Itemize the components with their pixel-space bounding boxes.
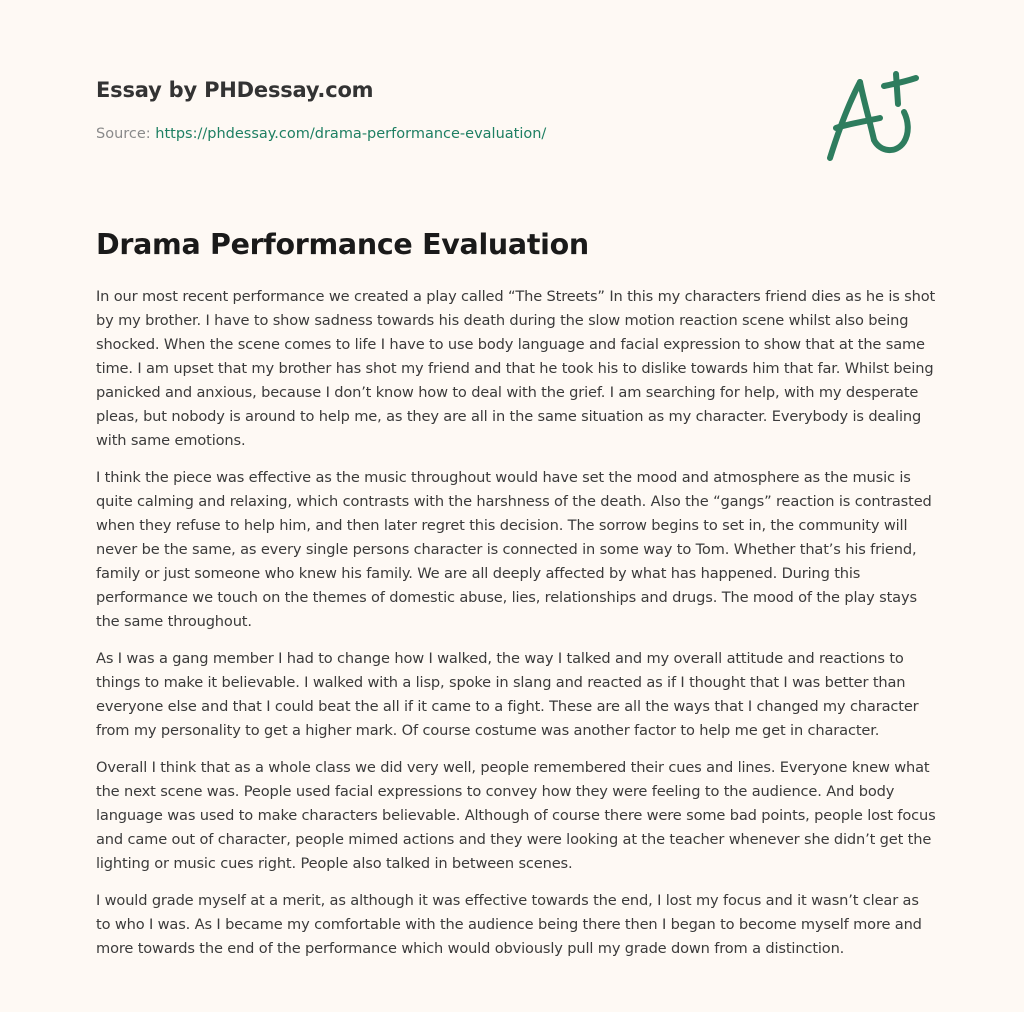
source-label: Source: [96,126,151,142]
essay-paragraph: In our most recent performance we created a play called “The Streets” In this my characters friend dies as he is shot by my brother. I have to show sadness towards his death during the slow motion reaction scene whilst also being shocked. When the scene comes to life I have to use body language and facial expression to show that at the same time. I am upset that my brother has shot my friend and that he took his to dislike towards him that far. Whilst being panicked and anxious, because I don’t know how to deal with the grief. I am searching for help, with my desperate pleas, but nobody is around to help me, as they are all in the same situation as my character. Everybody is dealing with same emotions. [96,288,936,449]
essay-paragraph: I would grade myself at a merit, as although it was effective towards the end, I lost my focus and it wasn’t clear as to who I was. As I became my comfortable with the audience being there then I began to become myself more and more towards the end of the performance which would obviously pull my grade down from a distinction. [96,892,922,957]
essay-body [96,285,936,974]
essay-paragraph: Overall I think that as a whole class we did very well, people remembered their cues and lines. Everyone knew what the next scene was. People used facial expressions to convey how they were feeling to the audience. And body language was used to make characters believable. Although of course there were some bad points, people lost focus and came out of character, people mimed actions and they were looking at the teacher whenever she didn’t get the lighting or music cues right. People also talked in between scenes. [96,759,936,872]
site-title: Essay by PHDessay.com [96,78,374,102]
essay-paragraph: As I was a gang member I had to change how I walked, the way I talked and my overall attitude and reactions to things to make it believable. I walked with a lisp, spoke in slang and reacted as if I thought that I was better than everyone else and that I could beat the all if it came to a fight. These are all the ways that I changed my character from my personality to get a higher mark. Of course costume was another factor to help me get in character. [96,650,919,739]
a-plus-grade-icon [822,66,930,166]
page-title: Drama Performance Evaluation [96,228,589,261]
source-line [96,124,796,144]
essay-paragraph: I think the piece was effective as the music throughout would have set the mood and atmosphere as the music is quite calming and relaxing, which contrasts with the harshness of the death. Also the “gangs” reaction is contrasted when they refuse to help him, and then later regret this decision. The sorrow begins to set in, the community will never be the same, as every single persons character is connected in some way to Tom. Whether that’s his friend, family or just someone who knew his family. We are all deeply affected by what has happened. During this performance we touch on the themes of domestic abuse, lies, relationships and drugs. The mood of the play stays the same throughout. [96,469,932,630]
source-link[interactable]: https://phdessay.com/drama-performance-evaluation/ [155,126,547,142]
page-header [96,76,796,144]
